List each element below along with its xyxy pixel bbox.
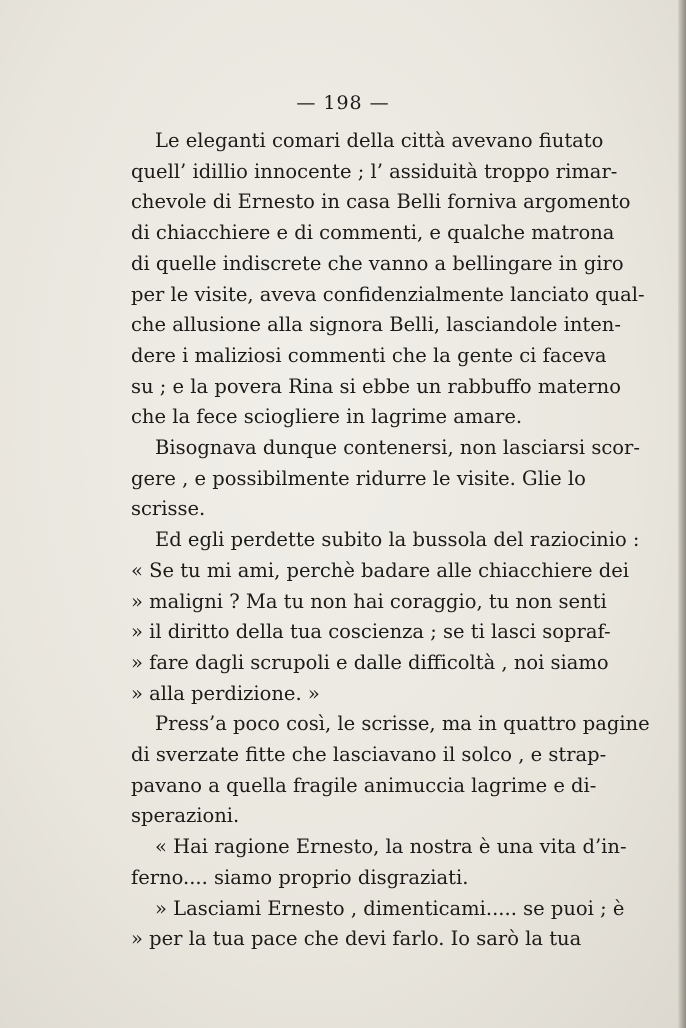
text-line: Press’a poco così, le scrisse, ma in quattro pagine (155, 712, 650, 736)
text-line: Le eleganti comari della città avevano fiutato (155, 129, 604, 152)
text-line: » Lasciami Ernesto , dimenticami..... se puoi ; è (155, 896, 625, 920)
text-line: che allusione alla signora Belli, lasciandole inten- (131, 313, 621, 337)
text-line: pavano a quella fragile animuccia lagrime e di- (131, 773, 597, 797)
text-line: « Se tu mi ami, perchè badare alle chiacchiere dei (131, 558, 630, 582)
text-line: su ; e la povera Rina si ebbe un rabbuffo materno (131, 374, 621, 398)
text-line: per le visite, aveva confidenzialmente lanciato qual- (131, 282, 645, 306)
text-line: di quelle indiscrete che vanno a bellingare in giro (131, 251, 624, 275)
text-line: sperazioni. (131, 804, 240, 828)
text-line: » alla perdizione. » (131, 681, 320, 705)
text-line: » fare dagli scrupoli e dalle difficoltà , noi siamo (131, 650, 609, 674)
page-number: — 198 — (296, 92, 390, 114)
text-line: ferno.... siamo proprio disgraziati. (131, 865, 469, 889)
text-line: » il diritto della tua coscienza ; se ti lasci sopraf- (131, 620, 611, 644)
text-line: « Hai ragione Ernesto, la nostra è una vita d’in- (155, 835, 627, 859)
text-line: Bisognava dunque contenersi, non lasciarsi scor- (155, 436, 640, 459)
text-line: » per la tua pace che devi farlo. Io sarò la tua (131, 927, 582, 951)
text-line: » maligni ? Ma tu non hai coraggio, tu non senti (131, 589, 607, 613)
text-line: quell’ idillio innocente ; l’ assiduità troppo rimar- (131, 159, 618, 183)
text-line: dere i maliziosi commenti che la gente ci faceva (131, 343, 607, 367)
text-line: di sverzate fitte che lasciavano il solco , e strap- (131, 743, 607, 766)
page-edge-shadow (678, 0, 686, 1028)
text-line: che la fece sciogliere in lagrime amare. (131, 405, 523, 429)
text-line: Ed egli perdette subito la bussola del raziocinio : (155, 528, 640, 552)
text-line: di chiacchiere e di commenti, e qualche matrona (131, 221, 615, 245)
text-line: gere , e possibilmente ridurre le visite. Glie lo (131, 466, 586, 490)
text-line: scrisse. (131, 497, 206, 521)
text-line: chevole di Ernesto in casa Belli forniva argomento (131, 190, 631, 214)
